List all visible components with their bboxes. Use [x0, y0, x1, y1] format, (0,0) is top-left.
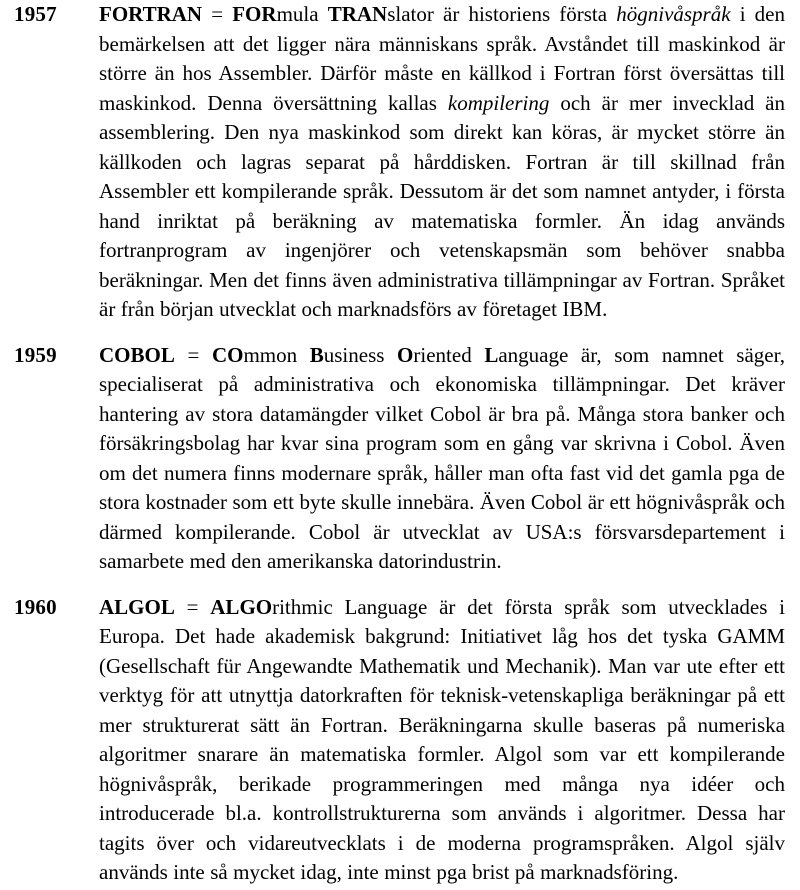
text-run: anguage är, som namnet säger, specialiserat på administrativa och ekonomiska tillämpningar. Det kräver hantering av stora datamängder vilket Cobol är bra på. Många stora banker och försäkringsbolag har kvar sina program som en gång var skrivna i Cobol. Även om det numera finns modernare språk, håller man ofta fast vid det gamla pga de stora kostnader som ett byte skulle innebära. Även Cobol är ett högnivåspråk och därmed kompilerande. Cobol är utvecklat av USA:s försvarsdepartement i samarbete med den amerikanska datorindustrin. [99, 342, 786, 573]
bold-run: L [484, 342, 499, 367]
entry-year: 1957 [14, 2, 57, 26]
text-run: = [174, 594, 211, 619]
timeline-entry-algol [0, 593, 800, 888]
text-run: slator är historiens första [387, 2, 617, 26]
bold-run: ALGO [210, 594, 273, 619]
bold-run: B [309, 342, 324, 367]
entry-body [99, 341, 800, 577]
text-run: = [202, 2, 233, 26]
italic-run: kompilering [447, 90, 550, 115]
timeline-entry-cobol [0, 341, 800, 577]
bold-run: TRAN [327, 2, 388, 26]
text-run: mmon [243, 342, 310, 367]
bold-run: FORTRAN [99, 2, 203, 26]
bold-run: CO [211, 342, 244, 367]
entry-body [99, 593, 800, 888]
italic-run: högnivåspråk [616, 2, 731, 26]
bold-run: FOR [232, 2, 277, 26]
text-run: mula [276, 2, 328, 26]
text-run: rithmic Language är det första språk som utvecklades i Europa. Det hade akademisk bakgrund: Initiativet låg hos det tyska GAMM (Gesellschaft für Angewandte Mathematik und Mechanik). Man var ute efter ett verktyg för att utnyttja datorkraften för teknisk-vetenskapliga beräkningar på ett mer strukturerat sätt än Fortran. Beräkningarna skulle baseras på numeriska algoritmer snarare än matematiska formler. Algol som var ett kompilerande högnivåspråk, berikade programmeringen med många nya idéer och introducerade bl.a. kontrollstrukturerna som används i algoritmer. Dessa har tagits över och vidareutvecklats i de moderna programspråken. Algol själv används inte så mycket idag, inte minst pga brist på marknadsföring. [99, 594, 785, 884]
text-run: usiness [323, 342, 398, 367]
bold-run: O [397, 342, 414, 367]
entry-year: 1959 [14, 342, 57, 367]
text-run: och är mer invecklad än assemblering. Den nya maskinkod som direkt kan köras, är mycket större än källkoden och lagras separat på hårddisken. Fortran är till skillnad från Assembler ett kompilerande språk. Dessutom är det som namnet antyder, i första hand inriktat på beräkning av matematiska formler. Än idag används fortranprogram av ingenjörer och vetenskapsmän som behöver snabba beräkningar. Men det finns även administrativa tillämpningar av Fortran. Språket är från början utvecklat och marknadsförs av företaget IBM. [99, 90, 785, 321]
entry-year: 1960 [14, 594, 57, 619]
text-run: = [174, 342, 212, 367]
bold-run: COBOL [99, 342, 175, 367]
text-run: i den bemärkelsen att det ligger nära människans språk. Avståndet till maskinkod är större än hos Assembler. Därför måste en källkod i Fortran först översättas till maskinkod. Denna översättning kallas [99, 2, 785, 115]
text-run: riented [413, 342, 485, 367]
bold-run: ALGOL [99, 594, 175, 619]
timeline-entry-fortran [0, 0, 800, 325]
entry-body [99, 0, 800, 325]
